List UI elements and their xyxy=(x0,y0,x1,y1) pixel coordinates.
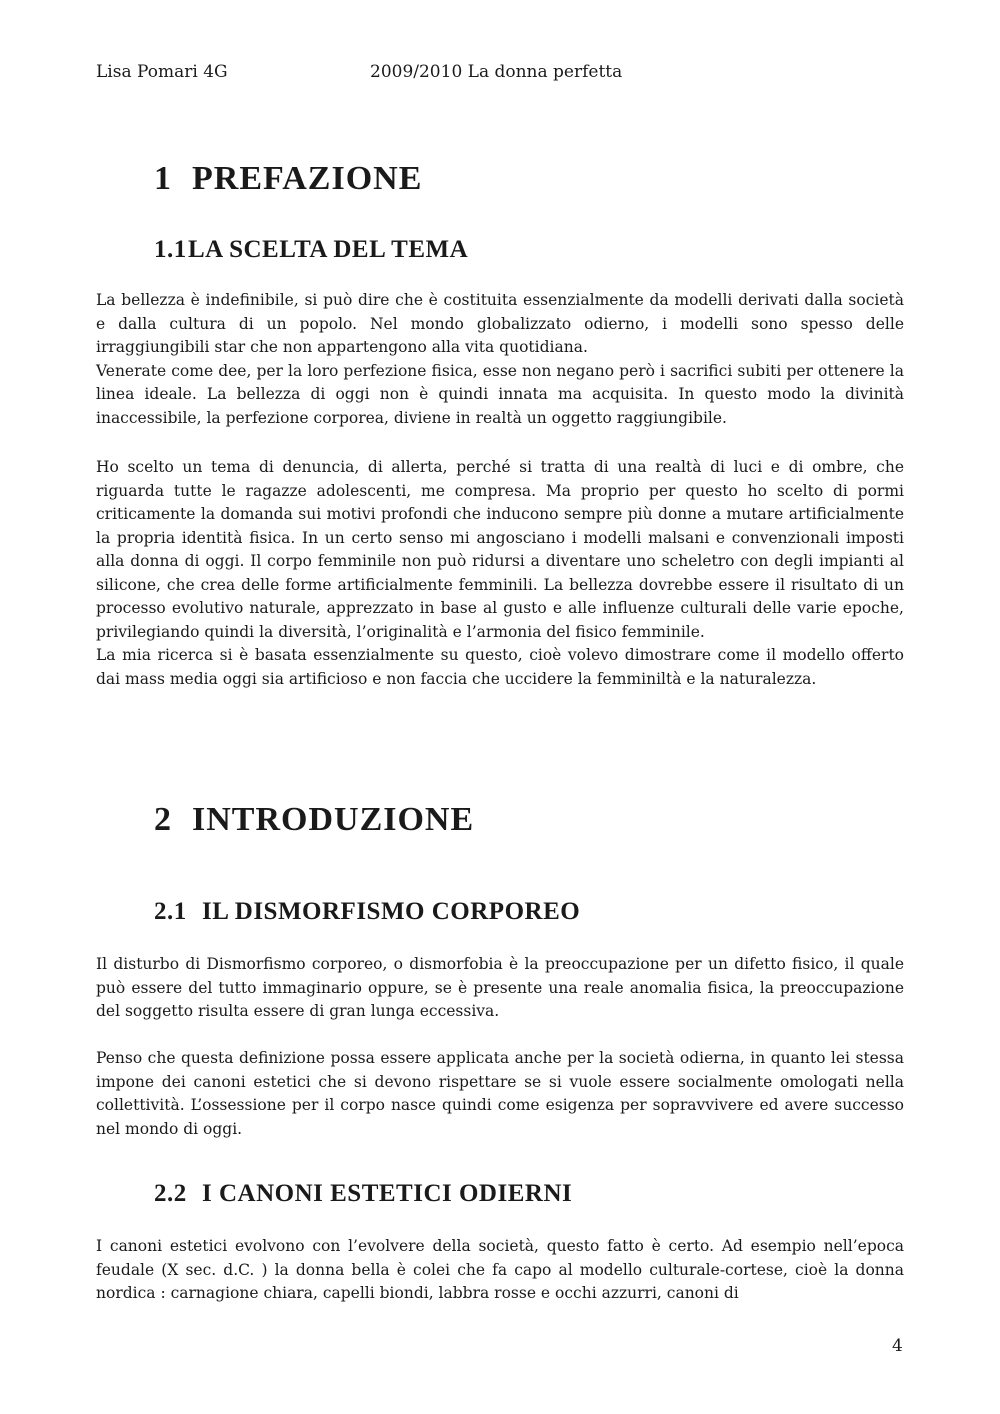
heading-section-2-2 xyxy=(154,1180,572,1208)
heading-title: PREFAZIONE xyxy=(192,160,423,197)
paragraph: Venerate come dee, per la loro perfezione fisica, esse non negano però i sacrifici subiti per ottenere la linea ideale. La bellezza di oggi non è quindi innata ma acquisita. In questo modo la divinità inaccessibile, la perfezione corporea, diviene in realtà un oggetto raggiungibile. xyxy=(96,361,904,427)
heading-number: 2 xyxy=(154,801,172,838)
heading-section-1-1 xyxy=(154,236,468,264)
heading-title: LA SCELTA DEL TEMA xyxy=(188,236,469,263)
section-2-1-body-b xyxy=(96,1047,904,1141)
heading-number: 1 xyxy=(154,160,172,197)
heading-section-1 xyxy=(154,160,422,198)
section-2-1-body-a xyxy=(96,953,904,1024)
section-1-1-body-a xyxy=(96,289,904,430)
paragraph: La bellezza è indefinibile, si può dire che è costituita essenzialmente da modelli derivati dalla società e dalla cultura di un popolo. Nel mondo globalizzato odierno, i modelli sono spesso delle irraggiungibili star che non appartengono alla vita quotidiana. xyxy=(96,291,904,356)
heading-number: 2.2 xyxy=(154,1180,187,1207)
heading-section-2 xyxy=(154,801,474,839)
heading-title: INTRODUZIONE xyxy=(192,801,475,838)
paragraph: I canoni estetici evolvono con l’evolvere della società, questo fatto è certo. Ad esempio nell’epoca feudale (X sec. d.C. ) la donna bella è colei che fa capo al modello culturale-cortese, cioè la donna nordica : carnagione chiara, capelli biondi, labbra rosse e occhi azzurri, canoni di xyxy=(96,1237,904,1302)
paragraph: Penso che questa definizione possa essere applicata anche per la società odierna, in quanto lei stessa impone dei canoni estetici che si devono rispettare se si vuole essere socialmente omologati nella collettività. L’ossessione per il corpo nasce quindi come esigenza per sopravvivere ed avere successo nel mondo di oggi. xyxy=(96,1049,904,1138)
heading-section-2-1 xyxy=(154,898,580,926)
heading-number: 1.1 xyxy=(154,236,187,263)
paragraph: Il disturbo di Dismorfismo corporeo, o dismorfobia è la preoccupazione per un difetto fisico, il quale può essere del tutto immaginario oppure, se è presente una reale anomalia fisica, la preoccupazione del soggetto risulta essere di gran lunga eccessiva. xyxy=(96,955,904,1020)
section-2-2-body xyxy=(96,1235,904,1306)
header-author: Lisa Pomari 4G xyxy=(96,62,228,82)
paragraph: La mia ricerca si è basata essenzialmente su questo, cioè volevo dimostrare come il modello offerto dai mass media oggi sia artificioso e non faccia che uccidere la femminiltà e la naturalezza. xyxy=(96,646,904,688)
heading-title: IL DISMORFISMO CORPOREO xyxy=(202,898,581,925)
header-title: 2009/2010 La donna perfetta xyxy=(370,62,623,82)
section-1-1-body-b xyxy=(96,456,904,691)
page-number: 4 xyxy=(892,1336,903,1356)
heading-title: I CANONI ESTETICI ODIERNI xyxy=(202,1180,573,1207)
paragraph: Ho scelto un tema di denuncia, di allerta, perché si tratta di una realtà di luci e di ombre, che riguarda tutte le ragazze adolescenti, me compresa. Ma proprio per questo ho scelto di pormi criticamente la domanda sui motivi profondi che inducono sempre più donne a mutare artificialmente la propria identità fisica. In un certo senso mi angosciano i modelli malsani e convenzionali imposti alla donna di oggi. Il corpo femminile non può ridursi a diventare uno scheletro con degli impianti al silicone, che crea delle forme artificialmente femminili. La bellezza dovrebbe essere il risultato di un processo evolutivo naturale, apprezzato in base al gusto e alle influenze culturali delle varie epoche, privilegiando quindi la diversità, l’originalità e l’armonia del fisico femminile. xyxy=(96,458,904,641)
heading-number: 2.1 xyxy=(154,898,187,925)
